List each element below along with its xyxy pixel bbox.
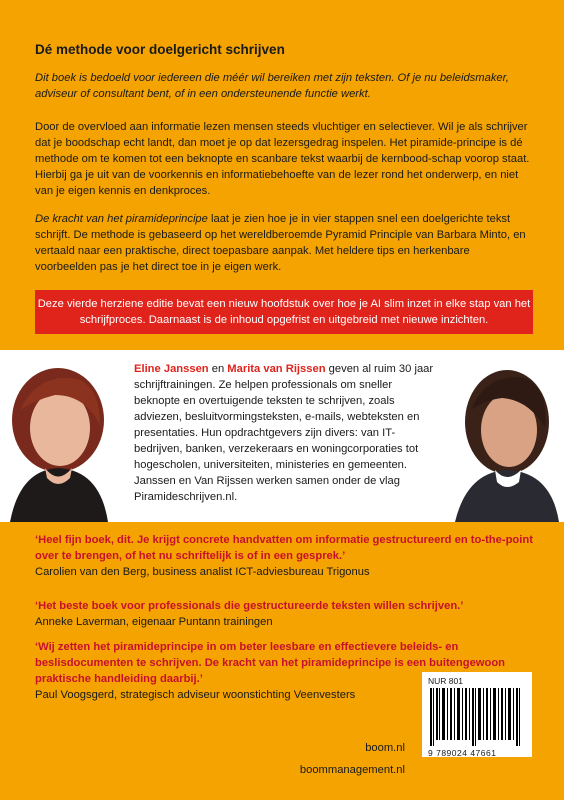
quote-1 [35,532,535,580]
portrait-marita [447,350,564,522]
quote-text: ‘Het beste boek voor professionals die gestructureerde teksten willen schrijven.’ [35,600,464,612]
link-boommanagement[interactable]: boommanagement.nl [299,764,405,776]
quote-author: Anneke Laverman, eigenaar Puntann trainingen [35,616,273,628]
portrait-eline [0,350,117,522]
book-title-italic: De kracht van het piramideprincipe [35,213,208,225]
intro-text: Dit boek is bedoeld voor iedereen die méér wil bereiken met zijn teksten. Of je nu beleidsmaker, adviseur of consultant bent, of in een ondersteunende functie werkt. [35,72,509,100]
paragraph-1: Door de overvloed aan informatie lezen mensen steeds vluchtiger en selectiever. Wil je als schrijver dat je boodschap echt landt, dan moet je op dat lezersgedrag inspelen. Het piramide-principe is dé methode om te komen tot een beknopte en scanbare tekst waarbij de kernbood-schap voorop staat. Hierbij ga je uit van de voorkennis en informatiebehoefte van de lezer rond het onderwerp, en niet van je eigen kennis en denkproces. [35,121,530,197]
quote-2 [35,598,535,630]
page-title: Dé methode voor doelgericht schrijven [35,42,285,57]
author-photo-eline [0,350,117,522]
isbn-number: 9 789024 47661 [428,748,497,758]
author-photo-marita [447,350,564,522]
quote-author: Paul Voogsgerd, strategisch adviseur woonstichting Veenvesters [35,689,356,701]
quote-author: Carolien van den Berg, business analist ICT-adviesbureau Trigonus [35,566,370,578]
publisher-links [290,737,405,781]
link-boom[interactable]: boom.nl [365,742,405,754]
paragraph-2 [35,211,530,275]
quote-text: ‘Heel fijn boek, dit. Je krijgt concrete handvatten om informatie gestructureerd en to-the-point over te brengen, of het nu schriftelijk is of in een gesprek.’ [35,534,533,562]
author-name-1: Eline Janssen [134,363,209,375]
author-name-2: Marita van Rijssen [227,363,326,375]
bio-and: en [208,363,228,375]
author-bio [134,361,439,505]
bio-text: geven al ruim 30 jaar schrijftrainingen. Ze helpen professionals om sneller beknopte en overtuigende teksten te schrijven, zoals adviezen, besluitvormingsteksten, e-mails, webteksten en presentaties. Hun opdrachtgevers zijn divers: van IT-bedrijven, banken, verzekeraars en woningcorporaties tot hogescholen, universiteiten, ministeries en gemeenten. Janssen en Van Rijssen werken samen onder de vlag Piramideschrijven.nl. [134,363,434,503]
paragraph-2-body: laat je zien hoe je in vier stappen snel een doelgerichte tekst schrijft. De methode is gebaseerd op het wereldberoemde Pyramid Principle van Barbara Minto, en vertaald naar een praktische, direct toepasbare aanpak. Met heldere tips en herkenbare voorbeelden pas je het direct toe in je eigen werk. [35,213,526,273]
quote-text: ‘Wij zetten het piramideprincipe in om beter leesbare en effectievere beleids- en beslisdocumenten te schrijven. De kracht van het piramideprincipe is een buitengewoon praktische handleiding daarbij.’ [35,641,505,685]
edition-highlight-box: Deze vierde herziene editie bevat een nieuw hoofdstuk over hoe je AI slim inzet in elke stap van het schrijfproces. Daarnaast is de inhoud opgefrist en uitgebreid met nieuwe inzichten. [35,290,533,334]
nur-code: NUR 801 [428,676,463,686]
